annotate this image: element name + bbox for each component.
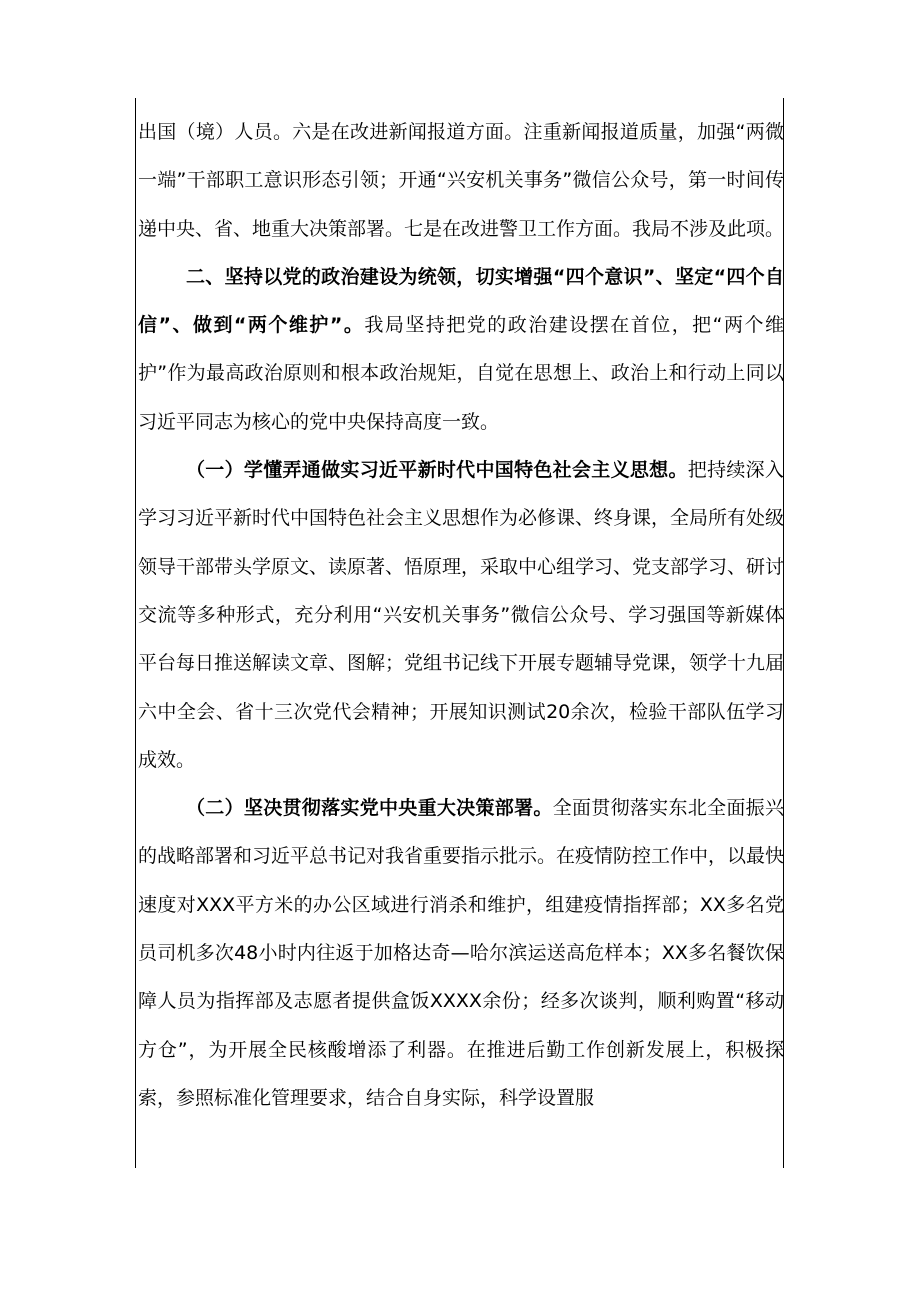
subsection-one-paragraph [138,446,784,784]
document-body [138,108,784,1122]
subsection-two-heading: （二）坚决贯彻落实党中央重大决策部署。 [186,797,553,820]
section-two-heading: 二、坚持以党的政治建设为统领，切实增强“四个意识”、坚定“四个自信”、做到“两个维护”。 [138,265,784,337]
subsection-two-paragraph [138,784,784,1122]
paragraph-text: 出国（境）人员。六是在改进新闻报道方面。注重新闻报道质量，加强“两微一端”干部职工意识形态引领；开通“兴安机关事务”微信公众号，第一时间传递中央、省、地重大决策部署。七是在改进警卫工作方面。我局不涉及此项。 [138,121,785,240]
paragraph-continuation [138,108,784,253]
section-two-paragraph [138,253,784,446]
subsection-one-text: 把持续深入学习习近平新时代中国特色社会主义思想作为必修课、终身课，全局所有处级领导干部带头学原文、读原著、悟原理，采取中心组学习、党支部学习、研讨交流等多种形式，充分利用“兴安机关事务”微信公众号、学习强国等新媒体平台每日推送解读文章、图解；党组书记线下开展专题辅导党课，领学十九届六中全会、省十三次党代会精神；开展知识测试20余次，检验干部队伍学习成效。 [138,459,785,771]
subsection-two-text: 全面贯彻落实东北全面振兴的战略部署和习近平总书记对我省重要指示批示。在疫情防控工作中，以最快速度对XXX平方米的办公区域进行消杀和维护，组建疫情指挥部；XX多名党员司机多次48小时内往返于加格达奇—哈尔滨运送高危样本；XX多名餐饮保障人员为指挥部及志愿者提供盒饭XXXX余份；经多次谈判，顺利购置“移动方仓”，为开展全民核酸增添了利器。在推进后勤工作创新发展上，积极探索，参照标准化管理要求，结合自身实际，科学设置服 [138,797,785,1109]
section-two-text: 我局坚持把党的政治建设摆在首位，把“两个维护”作为最高政治原则和根本政治规矩，自觉在思想上、政治上和行动上同以习近平同志为核心的党中央保持高度一致。 [138,314,784,433]
subsection-one-heading: （一）学懂弄通做实习近平新时代中国特色社会主义思想。 [186,459,688,482]
